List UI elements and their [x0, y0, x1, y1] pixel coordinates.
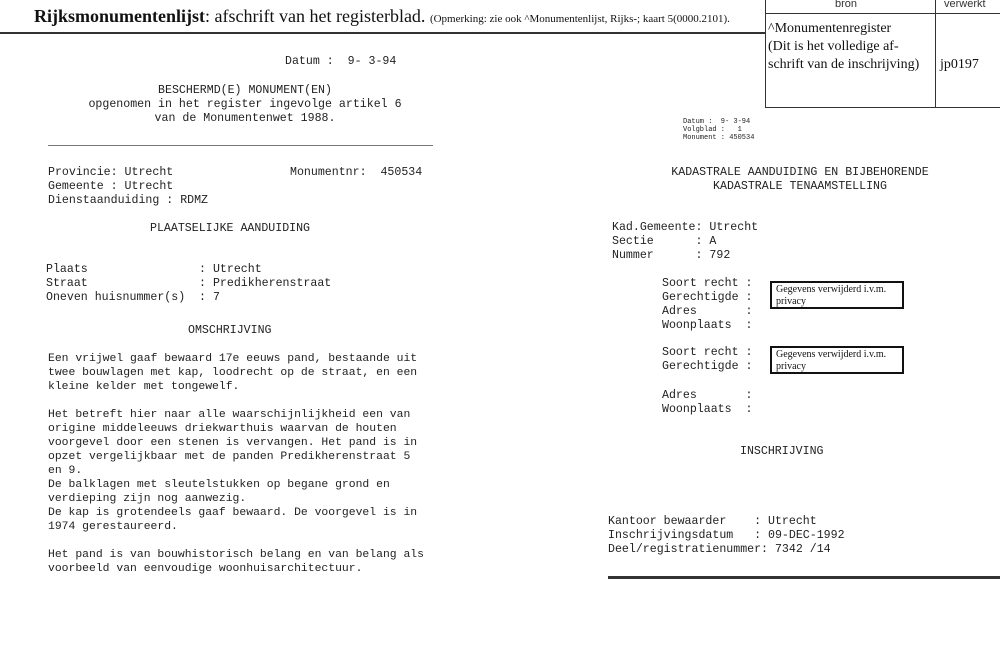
document-title [34, 6, 730, 27]
header-rule [0, 32, 765, 34]
right-meta: Datum : 9- 3-94 Volgblad : 1 Monument : 450534 [683, 118, 755, 142]
kadaster-block: Kad.Gemeente: Utrecht Sectie : A Nummer : 792 [612, 221, 759, 262]
privacy-box: Gegevens verwijderd i.v.m. privacy [770, 346, 904, 374]
table-border [765, 13, 1000, 14]
inschrijving-heading: INSCHRIJVING [740, 445, 824, 458]
provincie-block: Provincie: Utrecht Gemeente : Utrecht Dienstaanduiding : RDMZ [48, 166, 209, 207]
plaatselijk-block: Plaats : Utrecht Straat : Predikherenstraat Oneven huisnummer(s) : 7 [46, 263, 332, 304]
privacy-box: Gegevens verwijderd i.v.m. privacy [770, 281, 904, 309]
inschrijving-block: Kantoor bewaarder : Utrecht Inschrijvingsdatum : 09-DEC-1992 Deel/registratienummer: 7342 /14 [608, 515, 845, 556]
group3: Adres : Woonplaats : [662, 389, 753, 416]
left-heading: BESCHERMD(E) MONUMENT(EN) opgenomen in het register ingevolge artikel 6 van de Monumentenwet 1988. [88, 84, 402, 125]
group2: Soort recht : Gerechtigde : [662, 346, 753, 373]
kadastrale-heading: KADASTRALE AANDUIDING EN BIJBEHORENDE KADASTRALE TENAAMSTELLING [671, 166, 929, 193]
col-bron: bron [835, 0, 858, 10]
dashed-rule [48, 145, 433, 146]
monumentnr: Monumentnr: 450534 [290, 166, 423, 179]
verwerkt-cell: jp0197 [940, 57, 979, 72]
col-verwerkt: verwerkt [944, 0, 986, 10]
title-bold: Rijksmonumentenlijst [34, 6, 206, 26]
bron-cell: ^Monumentenregister (Dit is het volledige af- schrift van de inschrijving) [768, 21, 920, 72]
left-datum: Datum : 9- 3-94 [285, 55, 397, 68]
title-rest: : afschrift van het registerblad. [205, 6, 426, 26]
table-border [765, 0, 766, 108]
group1: Soort recht : Gerechtigde : Adres : Woonplaats : [662, 277, 753, 332]
table-border [765, 107, 1000, 108]
omschrijving-heading: OMSCHRIJVING [188, 324, 272, 337]
title-remark: (Opmerking: zie ook ^Monumentenlijst, Rijks-; kaart 5(0000.2101). [429, 13, 730, 25]
plaatselijk-heading: PLAATSELIJKE AANDUIDING [150, 222, 311, 235]
table-border [935, 0, 936, 108]
omschrijving-text: Een vrijwel gaaf bewaard 17e eeuws pand, bestaande uit twee bouwlagen met kap, loodrecht op de straat, en een kleine kelder met tongewelf. Het betreft hier naar alle waarschijnlijkheid een van origine middeleeuws driekwarthuis waarvan de houten voorgevel door een stenen is vervangen. Het pand is in opzet vergelijkbaar met de panden Predikherenstraat 5 en 9. De balklagen met sleutelstukken op begane grond en verdieping zijn nog aanwezig. De kap is grotendeels gaaf bewaard. De voorgevel is in 1974 gerestaureerd. Het pand is van bouwhistorisch belang en van belang als voorbeeld van eenvoudige woonhuisarchitectuur. [48, 353, 424, 575]
bottom-rule [608, 576, 1000, 579]
